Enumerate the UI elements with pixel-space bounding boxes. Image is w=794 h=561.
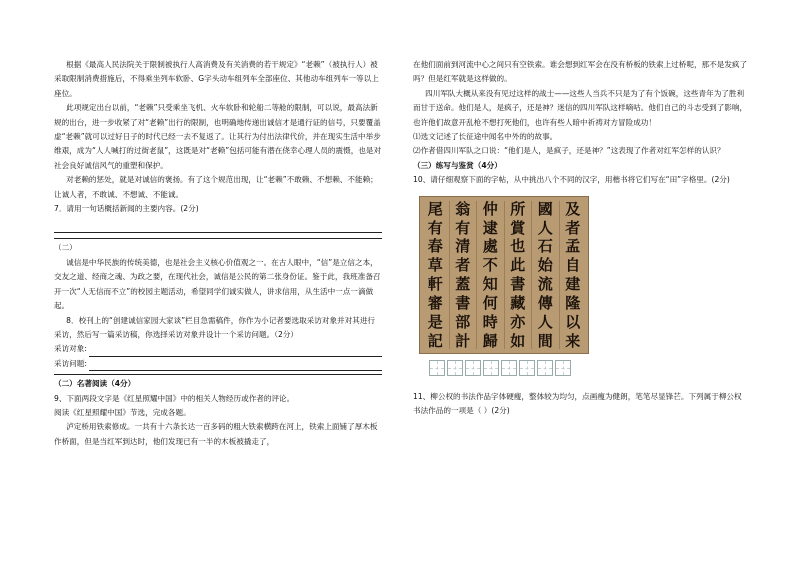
- calligraphy-column: [559, 201, 587, 349]
- calligraphy-character: 来: [565, 331, 581, 350]
- news-paragraph-1: 根据《最高人民法院关于限制被执行人高消费及有关消费的若干规定》“老赖”（被执行人）被采取限制消费措施后，不得乘坐列车软卧、G字头动车组列车全部座位、其他动车组列车一等以上座位。: [54, 60, 379, 98]
- question-8: 8．校刊上的“创建诚信家园大家谈”栏目急需稿件，你作为小记者要选取采访对象并对其进行采访，然后写一篇采访稿，你选择采访对象并设计一个采访问题。（2分）: [54, 315, 376, 339]
- calligraphy-character: 書: [455, 293, 471, 312]
- calligraphy-character: 也: [510, 237, 526, 256]
- question-label: 采访问题:: [54, 358, 87, 368]
- calligraphy-column: [504, 201, 532, 349]
- calligraphy-character: 翁: [455, 199, 471, 218]
- news-paragraph-2: 此项规定出台以前，“老赖”只受乘坐飞机、火车软卧和轮船二等舱的限制，可以说，最高法新规的出台，进一步收紧了对“老赖”出行的限制，也明确地传递出诚信才是通行证的信号，只要覆盖虚“老赖”就可以过好日子的时代已经一去不复返了。让其行为付出法律代价，并在现实生活中举步维艰，成为“人人喊打的过街老鼠”，这既是对“老赖”包括可能有潜在侥幸心理人员的震慑，也是对社会良好诚信风气的重塑和保护。: [54, 103, 382, 170]
- calligraphy-character: 尾: [427, 199, 443, 218]
- tianzige-cell[interactable]: [447, 360, 463, 376]
- question-7: 7．请用一句话概括新闻的主要内容。(2分): [54, 204, 199, 214]
- calligraphy-character: 隆: [565, 293, 581, 312]
- calligraphy-character: 人: [537, 312, 553, 331]
- calligraphy-character: 仲: [482, 199, 498, 218]
- calligraphy-character: 軒: [427, 275, 443, 294]
- section-2-heading: （二）: [54, 243, 77, 253]
- calligraphy-character: 傳: [537, 293, 553, 312]
- calligraphy-character: 以: [565, 312, 581, 331]
- left-column: [54, 58, 382, 449]
- question-9-part-1: ⑴选文记述了长征途中闻名中外的的故事。: [413, 132, 558, 142]
- calligraphy-character: 記: [427, 331, 443, 350]
- reading-section-heading: （二）名著阅读（4分）: [54, 379, 136, 389]
- calligraphy-character: 處: [482, 237, 498, 256]
- calligraphy-character: 者: [455, 256, 471, 275]
- question-line[interactable]: [89, 360, 382, 371]
- calligraphy-character: 有: [455, 218, 471, 237]
- interviewee-field[interactable]: [54, 342, 382, 356]
- right-column: [413, 58, 749, 418]
- calligraphy-character: 不: [482, 256, 498, 275]
- calligraphy-character: 草: [427, 256, 443, 275]
- calligraphy-copybook: [419, 196, 589, 354]
- calligraphy-character: 部: [455, 312, 471, 331]
- calligraphy-character: 是: [427, 312, 443, 331]
- news-paragraph-3: 对老赖的惩处，就是对诚信的褒扬。有了这个规范出现，让“老赖”不敢赖、不想赖、不能赖；让诚人者，不敢诚、不想诚、不能诚。: [54, 175, 378, 199]
- calligraphy-character: 如: [510, 331, 526, 350]
- calligraphy-character: 孟: [565, 237, 581, 256]
- tianzige-cell[interactable]: [537, 360, 553, 376]
- tianzige-cell[interactable]: [465, 360, 481, 376]
- calligraphy-character: 計: [455, 331, 471, 350]
- calligraphy-character: 審: [427, 293, 443, 312]
- excerpt-paragraph: 泸定桥用铁索修成。一共有十六条长达一百多码的粗大铁索横跨在河上，铁索上面铺了厚木板作桥面，但是当红军到达时，他们发现已有一半的木板被撬走了，: [54, 422, 378, 446]
- question-9: 9、下面两段文字是《红星照耀中国》中的相关人物经历或作者的评论。: [54, 393, 295, 403]
- excerpt-continued: 在他们面前到河流中心之间只有空铁索。谁会想到红军会在没有桥板的铁索上过桥呢，那不是发疯了吗？但是红军就是这样做的。: [413, 60, 748, 84]
- calligraphy-column: [422, 201, 449, 349]
- section-2-text: 诚信是中华民族的传统美德，也是社会主义核心价值观之一。在古人眼中，“信”是立信之本，交友之道、经商之魂、为政之要，在现代社会，诚信是公民的第二张身份证。鉴于此，我班准备召开一次“人无信而不立”的校园主题活动，希望同学们诚实做人，讲求信用，从生活中一点一滴做起。: [54, 257, 381, 311]
- calligraphy-character: 清: [455, 237, 471, 256]
- calligraphy-character: 及: [565, 199, 581, 218]
- calligraphy-character: 者: [565, 218, 581, 237]
- tianzige-cell[interactable]: [501, 360, 517, 376]
- calligraphy-character: 人: [537, 218, 553, 237]
- calligraphy-character: 春: [427, 237, 443, 256]
- calligraphy-character: 書: [510, 275, 526, 294]
- calligraphy-character: 自: [565, 256, 581, 275]
- calligraphy-character: 賞: [510, 218, 526, 237]
- calligraphy-character: 藏: [510, 293, 526, 312]
- interviewee-line[interactable]: [89, 346, 382, 357]
- calligraphy-character: 逮: [482, 218, 498, 237]
- calligraphy-character: 間: [537, 331, 553, 350]
- section-divider-2: [54, 374, 382, 375]
- calligraphy-character: 知: [482, 275, 498, 294]
- answer-line-7[interactable]: [54, 216, 382, 233]
- calligraphy-column: [476, 201, 504, 349]
- calligraphy-character: 何: [482, 293, 498, 312]
- calligraphy-character: 此: [510, 256, 526, 275]
- calligraphy-character: 亦: [510, 312, 526, 331]
- tianzige-cell[interactable]: [483, 360, 499, 376]
- calligraphy-column: [531, 201, 559, 349]
- tianzige-cell[interactable]: [555, 360, 571, 376]
- calligraphy-character: 時: [482, 312, 498, 331]
- calligraphy-character: 蓋: [455, 275, 471, 294]
- tianzige-grid[interactable]: [429, 360, 749, 376]
- section-divider: [54, 238, 382, 239]
- calligraphy-character: 石: [537, 237, 553, 256]
- excerpt-paragraph-2: 四川军队大概从来没有见过这样的战士——这些人当兵不只是为了有个饭碗，这些青年为了胜利而甘于送命。他们是人，是疯子，还是神？迷信的四川军队这样嘀咕。他们自己的斗志受到了影响，也许他们故意开乱枪不想打死他们，也许有些人暗中祈祷对方冒险成功！: [413, 88, 748, 127]
- calligraphy-character: 歸: [482, 331, 498, 350]
- calligraphy-character: 國: [537, 199, 553, 218]
- question-10: 10、请仔细观察下面的字帖，从中挑出八个不同的汉字，用楷书将它们写在“田”字格里。(2分): [413, 175, 730, 185]
- question-9-part-2: ⑵作者借四川军队之口说：“他们是人，是疯子，还是神？”这表现了作者对红军怎样的认识？: [413, 146, 725, 156]
- calligraphy-character: 流: [537, 275, 553, 294]
- writing-section-heading: （三）练写与鉴赏（4分）: [413, 160, 502, 170]
- calligraphy-character: 有: [427, 218, 443, 237]
- calligraphy-character: 始: [537, 256, 553, 275]
- calligraphy-column: [449, 201, 477, 349]
- calligraphy-character: 所: [510, 199, 526, 218]
- calligraphy-character: 建: [565, 275, 581, 294]
- tianzige-cell[interactable]: [519, 360, 535, 376]
- question-11: 11、柳公权的书法作品字体硬瘦，整体较为均匀，点画瘦为健朗，笔笔尽显锋芒。下列属于柳公权书法作品的一项是（ ）(2分): [413, 391, 742, 416]
- tianzige-cell[interactable]: [429, 360, 445, 376]
- question-9-instruction: 阅读《红星照耀中国》节选，完成各题。: [54, 407, 191, 417]
- question-field[interactable]: [54, 357, 382, 371]
- interviewee-label: 采访对象:: [54, 344, 87, 354]
